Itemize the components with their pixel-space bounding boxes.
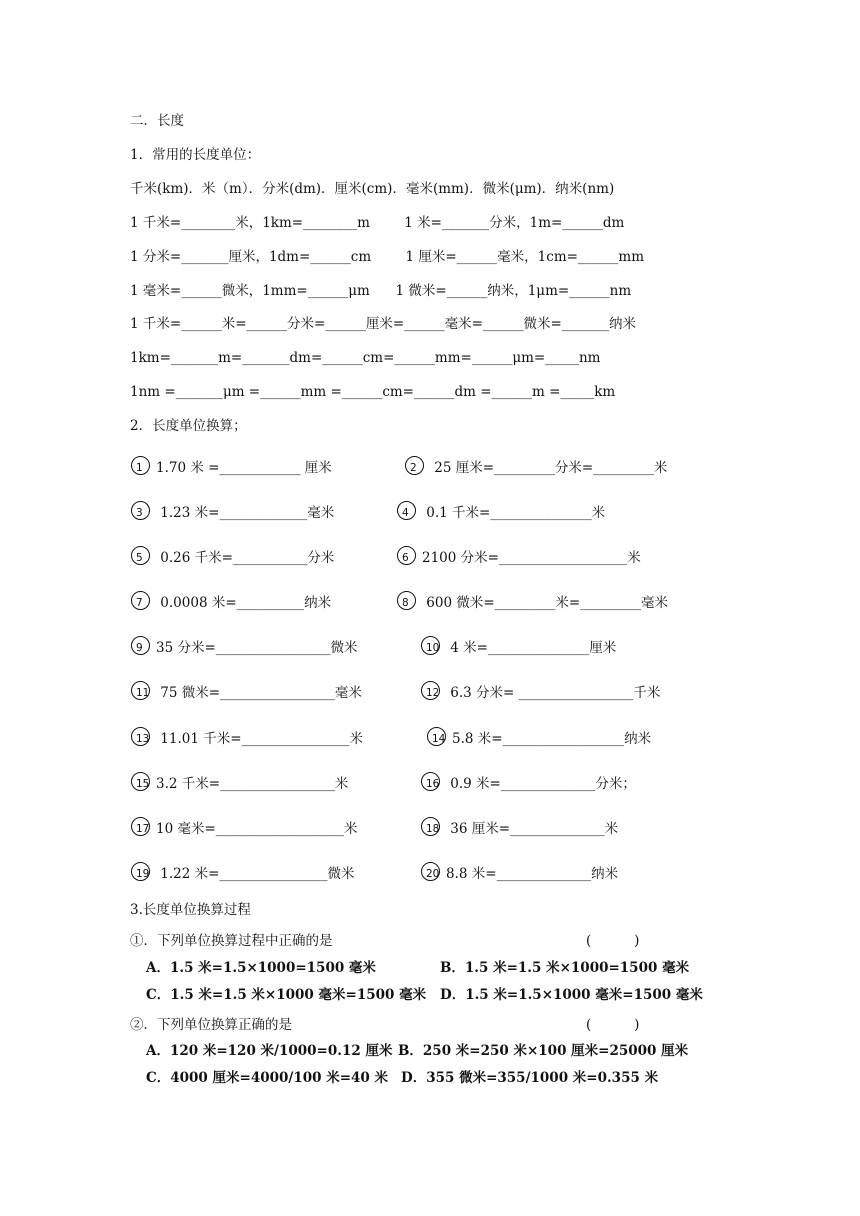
exercise-text: 25 厘米=_________分米=_________米 [430,460,668,476]
exercise-item [400,594,720,614]
circled-number: 2 [405,456,424,475]
exercise-text: 6.3 分米= _________________千米 [446,685,661,701]
circled-number: 19 [131,862,150,881]
exercise-item [134,730,434,750]
exercise-item [424,684,744,704]
circled-number: 13 [131,727,150,746]
option-c: C．1.5 米=1.5 米×1000 毫米=1500 毫米 [146,987,427,1003]
conversion-row: 1km=_______m=_______dm=______cm=______mm=______μm=_____nm [130,350,601,366]
circled-number: 16 [421,772,440,791]
exercise-item [400,504,720,524]
exercise-text: 4 米=_______________厘米 [446,640,617,656]
option-b: B．250 米=250 米×100 厘米=25000 厘米 [398,1043,689,1059]
exercise-text: 75 微米=_________________毫米 [156,685,362,701]
exercise-text: 11.01 千米=________________米 [156,731,364,747]
exercise-text: 0.9 米=______________分米； [446,776,636,792]
exercise-text: 2100 分米=___________________米 [422,550,641,566]
exercise-item [424,775,744,795]
exercise-text: 0.26 千米=___________分米 [156,550,335,566]
exercise-item [430,730,750,750]
circled-number: 9 [131,636,150,655]
exercise-text: 0.0008 米=__________纳米 [156,595,332,611]
circled-number: 17 [131,817,150,836]
exercise-item [134,639,434,659]
exercise-text: 35 分米=_________________微米 [156,640,358,656]
exercise-item [134,775,434,795]
exercise-item [134,549,434,569]
circled-number: 6 [397,546,416,565]
exercise-text: 36 厘米=______________米 [446,821,619,837]
part1-heading: 1．常用的长度单位： [130,147,261,163]
question-2-stem: ②．下列单位换算正确的是 [130,1017,292,1033]
part2-heading: 2．长度单位换算； [130,418,247,434]
conversion-row: 1 毫米=______微米，1mm=______μm 1 微米=______纳米，1μm=______nm [130,283,632,299]
exercise-item [134,459,434,479]
exercise-text: 10 毫米=___________________米 [156,821,358,837]
exercise-item [400,549,720,569]
circled-number: 1 [131,456,150,475]
exercise-text: 1.70 米 =____________ 厘米 [156,460,332,476]
option-b: B．1.5 米=1.5 米×1000=1500 毫米 [440,960,690,976]
option-c: C．4000 厘米=4000/100 米=40 米 [146,1070,389,1086]
circled-number: 4 [397,501,416,520]
circled-number: 7 [131,591,150,610]
part3-heading: 3.长度单位换算过程 [130,902,251,918]
conversion-row: 1 千米=________米，1km=________m 1 米=_______分米，1m=______dm [130,215,625,231]
option-a: A．120 米=120 米/1000=0.12 厘米 [146,1043,393,1059]
circled-number: 20 [421,862,440,881]
conversion-row: 1 千米=______米=______分米=______厘米=______毫米=______微米=_______纳米 [130,316,636,332]
exercise-text: 1.22 米=________________微米 [156,866,355,882]
circled-number: 10 [421,636,440,655]
section-title: 二．长度 [130,113,184,129]
conversion-row: 1 分米=_______厘米，1dm=______cm 1 厘米=______毫米，1cm=______mm [130,249,645,265]
circled-number: 11 [131,681,150,700]
exercise-text: 3.2 千米=_________________米 [156,776,349,792]
exercise-item [424,639,744,659]
exercise-text: 8.8 米=______________纳米 [446,866,619,882]
question-1-stem: ①．下列单位换算过程中正确的是 [130,933,333,949]
exercise-item [408,459,728,479]
exercise-item [134,684,434,704]
exercise-text: 5.8 米=__________________纳米 [452,731,652,747]
exercise-item [424,865,744,885]
circled-number: 15 [131,772,150,791]
circled-number: 14 [427,727,446,746]
circled-number: 18 [421,817,440,836]
option-d: D．355 微米=355/1000 米=0.355 米 [401,1070,659,1086]
exercise-text: 1.23 米=_____________毫米 [156,505,335,521]
exercise-text: 0.1 千米=_______________米 [422,505,606,521]
conversion-row: 1nm =_______μm =______mm =______cm=______dm =______m =_____km [130,384,616,400]
exercise-text: 600 微米=_________米=_________毫米 [422,595,668,611]
exercise-item [134,504,434,524]
answer-bracket: ( ) [586,1017,640,1033]
option-d: D．1.5 米=1.5×1000 毫米=1500 毫米 [440,987,703,1003]
circled-number: 12 [421,681,440,700]
exercise-item [134,865,434,885]
option-a: A．1.5 米=1.5×1000=1500 毫米 [146,960,376,976]
circled-number: 8 [397,591,416,610]
exercise-item [424,820,744,840]
exercise-item [134,820,434,840]
circled-number: 5 [131,546,150,565]
units-list: 千米(km)．米（m）．分米(dm)．厘米(cm)．毫米(mm)．微米(μm)．纳米(nm) [130,181,615,197]
answer-bracket: ( ) [586,933,640,949]
circled-number: 3 [131,501,150,520]
exercise-item [134,594,434,614]
